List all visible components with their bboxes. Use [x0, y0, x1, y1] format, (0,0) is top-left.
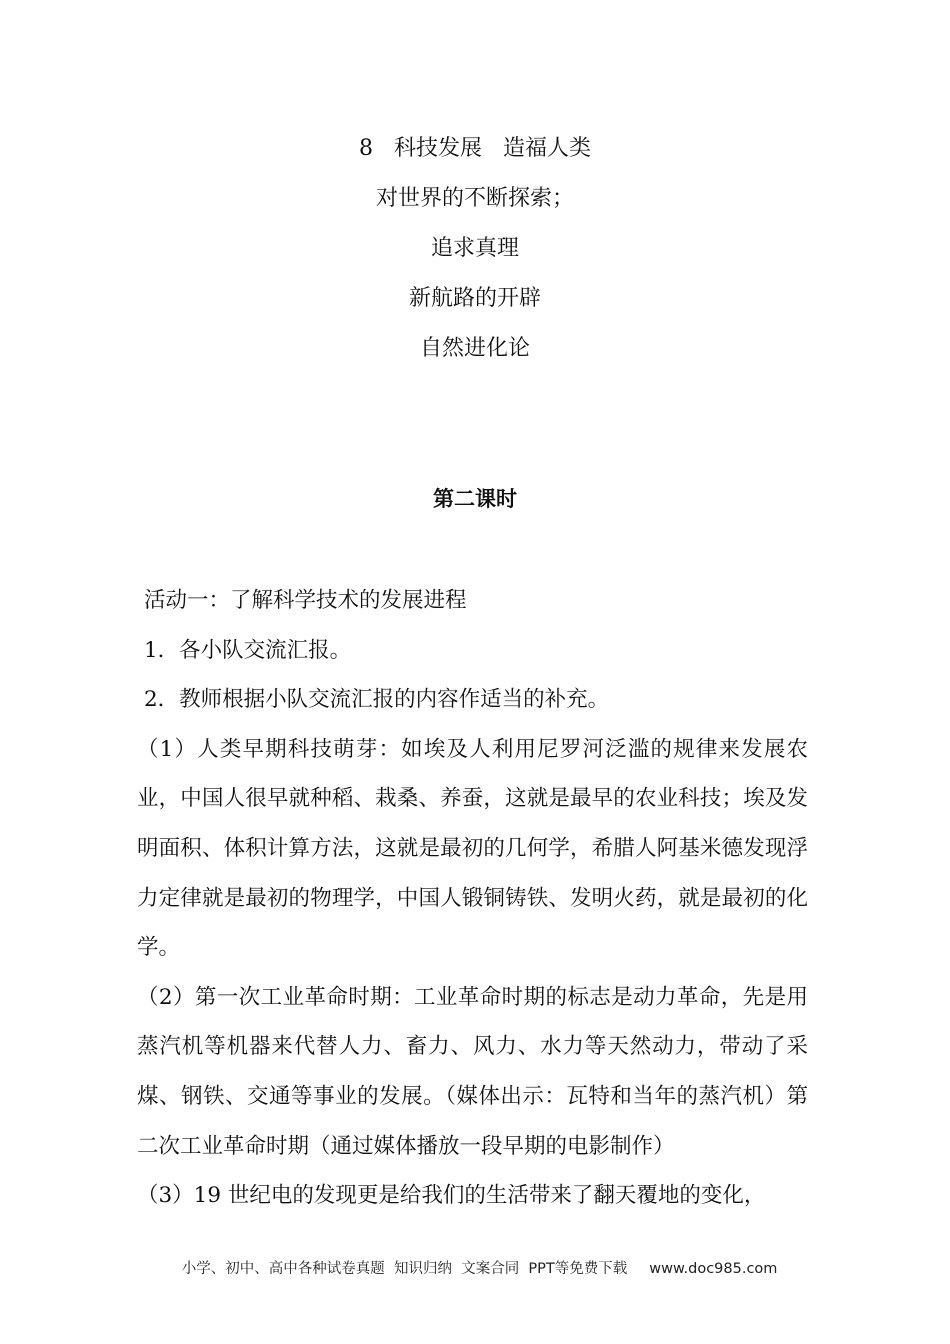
title-line-5: 自然进化论: [419, 336, 530, 361]
paragraph-step-2: 2．教师根据小队交流汇报的内容作适当的补充。: [144, 687, 610, 713]
paragraph-item-2: （2）第一次工业革命时期：工业革命时期的标志是动力革命，先是用蒸汽机等机器来代替人力、畜力、风力、水力等天然动力，带动了采煤、钢铁、交通等事业的发展。（媒体出示：瓦特和当年的蒸汽机）第二次工业革命时期（通过媒体播放一段早期的电影制作）: [137, 984, 808, 1159]
title-line-1: 8 科技发展 造福人类: [359, 136, 591, 161]
page-footer: [0, 1241, 950, 1278]
title-line-4: 新航路的开辟: [408, 286, 541, 311]
paragraph-item-3: （3）19 世纪电的发现更是给我们的生活带来了翻天覆地的变化，: [137, 1183, 766, 1209]
paragraph-item-1: （1）人类早期科技萌芽：如埃及人利用尼罗河泛滥的规律来发展农业，中国人很早就种稻、栽桑、养蚕，这就是最早的农业科技；埃及发明面积、体积计算方法，这就是最初的几何学，希腊人阿基米德发现浮力定律就是最初的物理学，中国人锻铜铸铁、发明火药，就是最初的化学。: [137, 736, 808, 961]
body-text: [137, 576, 808, 1221]
title-line-3: 追求真理: [430, 236, 519, 261]
section-heading: 第二课时: [433, 487, 517, 511]
paragraph-step-1: 1．各小队交流汇报。: [144, 637, 352, 663]
footer-url[interactable]: www.doc985.com: [649, 1261, 778, 1277]
footer-text: 小学、初中、高中各种试卷真题 知识归纳 文案合同 PPT等免费下载: [181, 1261, 628, 1277]
paragraph-activity-1: 活动一：了解科学技术的发展进程: [144, 588, 467, 613]
title-line-2: 对世界的不断探索；: [375, 186, 574, 211]
